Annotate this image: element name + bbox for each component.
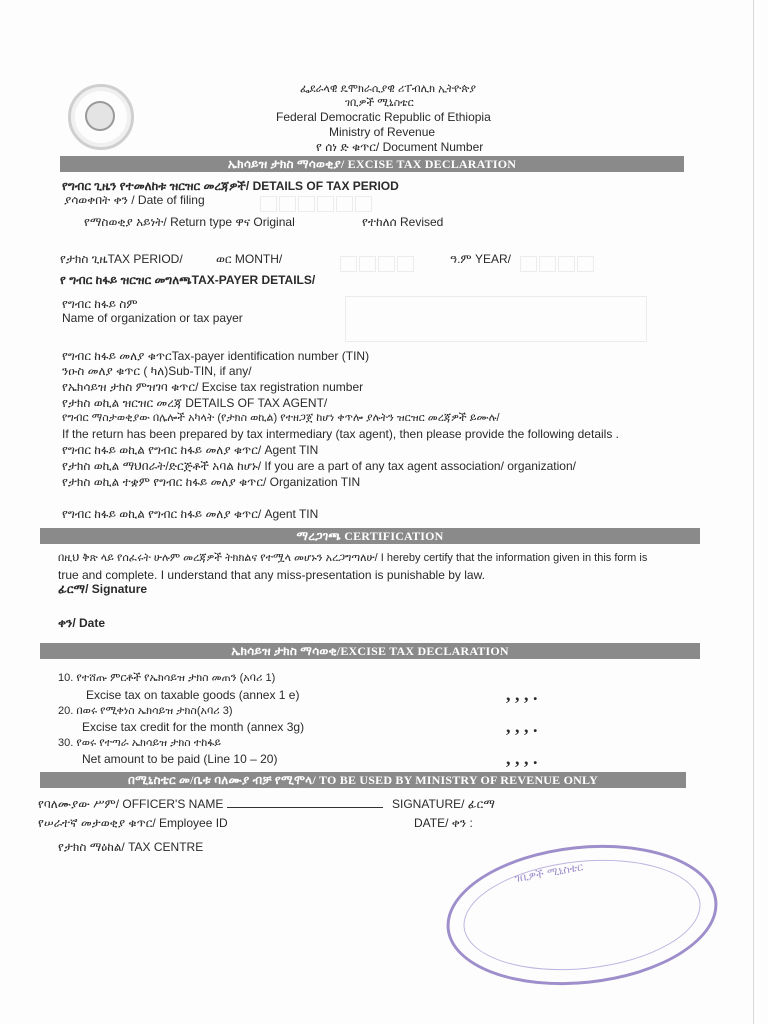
year-label: ዓ.ም YEAR/ (450, 252, 511, 266)
ethiopia-emblem-seal (68, 84, 134, 150)
organization-tin-label: የታክስ ወኪል ተቋም የግብር ከፋይ መለያ ቁጥር/ Organization TIN (62, 475, 361, 489)
stamp-text: ገቢዎች ሚኒስቴር (513, 860, 585, 886)
agent-note-amharic: የግብር ማስታወቂያው በሌሎች አካላት (የታክስ ወኪል) የተዘጋጀ ከሆነ ቀጥሎ ያሉትን ዝርዝር መረጃዎች ይሙሉ/ (62, 412, 500, 424)
page-edge (753, 0, 754, 1024)
officer-signature-label: SIGNATURE/ ፊርማ (392, 797, 495, 811)
employee-id-label: የሠራተኛ መታወቂያ ቁጥር/ Employee ID (38, 816, 228, 830)
month-boxes (340, 256, 414, 272)
line-30-text: Net amount to be paid (Line 10 – 20) (82, 752, 278, 766)
tax-centre-label: የታክስ ማዕከል/ TAX CENTRE (58, 840, 204, 854)
agent-association-label: የታክስ ወኪል ማህበራት/ድርጅቶች አባል ከሆኑ/ If you are a part of any tax agent association/ organization/ (62, 459, 576, 473)
sub-tin-label: ንዑስ መለያ ቁጥር ( ካለ)Sub-TIN, if any/ (62, 364, 252, 378)
date-label: ቀን/ Date (58, 616, 106, 630)
agent-tin-label-2: የግብር ከፋይ ወኪል የግብር ከፋይ መለያ ቁጥር/ Agent TIN (62, 507, 319, 521)
line-10-amharic: 10. የተሸጡ ምርቶች የኤክሳይዝ ታክስ መጠን (አባሪ 1) (58, 672, 276, 684)
ministry-date-label: DATE/ ቀን : (414, 816, 473, 830)
year-boxes (520, 256, 594, 272)
excise-declaration-bar: ኤክሳይዝ ታክስ ማሳወቂያ/ EXCISE TAX DECLARATION (60, 156, 684, 172)
filing-date-boxes (260, 196, 372, 212)
excise-declaration-bar-2: ኤክሳይዝ ታክስ ማሳወቂ/EXCISE TAX DECLARATION (40, 643, 700, 659)
header-amharic-title: ፌደራላዊ ዴሞክራሲያዊ ሪፐብሊክ ኢትዮጵያ (300, 83, 477, 95)
excise-registration-label: የኤክሳይዝ ታክስ ምዝገባ ቁጥር/ Excise tax registration number (62, 380, 364, 394)
revised-label: የተከለሰ Revised (362, 215, 444, 229)
official-stamp (440, 832, 725, 998)
line-20-amount-separators: , , , . (506, 716, 538, 736)
date-of-filing-label: ያሳወቀበት ቀን / Date of filing (64, 193, 205, 207)
line-20-text: Excise tax credit for the month (annex 3g) (82, 720, 305, 734)
month-label: ወር MONTH/ (216, 252, 283, 266)
agent-tin-label: የግብር ከፋይ ወኪል የግብር ከፋይ መለያ ቁጥር/ Agent TIN (62, 443, 319, 457)
line-10-amount-separators: , , , . (506, 684, 538, 704)
taxpayer-name-label: Name of organization or tax payer (62, 311, 243, 325)
return-type-label: የማስወቂያ አይነት/ Return type ዋና Original (84, 215, 295, 229)
certification-line-1: በዚህ ቅጽ ላይ የሰፈሩት ሁሉም መረጃዎች ትክክልና የተሟላ መሆኑን አረጋግጣለሁ/ I hereby certify that the information given in this form is (58, 552, 648, 564)
taxpayer-name-amharic: የግብር ከፋይ ስም (62, 297, 138, 311)
certification-line-2: true and complete. I understand that any miss-presentation is punishable by law. (58, 568, 485, 582)
agent-details-heading: የታክስ ወኪል ዝርዝር መረጃ DETAILS OF TAX AGENT/ (62, 396, 328, 410)
signature-label: ፊርማ/ Signature (58, 582, 148, 596)
taxpayer-heading: የ ግብር ከፋይ ዝርዝር መግለጫTAX-PAYER DETAILS/ (60, 273, 316, 287)
ministry-only-bar: በሚኒስቴር መ/ቤቱ ባለሙያ ብቻ የሚሞላ/ TO BE USED BY MINISTRY OF REVENUE ONLY (40, 772, 686, 788)
tax-period-heading: የግብር ጊዜን የተመለከቱ ዝርዝር መረጃዎች/ DETAILS OF TAX PERIOD (62, 179, 399, 193)
header-ministry: Ministry of Revenue (329, 125, 436, 139)
tin-label: የግብር ከፋይ መለያ ቁጥርTax-payer identification number (TIN) (62, 349, 370, 363)
emblem-star-icon (85, 101, 115, 131)
line-30-amharic: 30. የወሩ የተጣራ ኤክሳይዝ ታክስ ተከፋይ (58, 737, 222, 749)
line-30-amount-separators: , , , . (506, 748, 538, 768)
header-amharic-ministry: ገቢዎች ሚኒስቴር (345, 97, 414, 109)
line-10-text: Excise tax on taxable goods (annex 1 e) (86, 688, 300, 702)
header-federal-title: Federal Democratic Republic of Ethiopia (276, 110, 491, 124)
name-field-box (345, 296, 647, 342)
line-20-amharic: 20. በወሩ የሚቀነስ ኤክሳይዝ ታክስ(አባሪ 3) (58, 705, 233, 717)
agent-note: If the return has been prepared by tax intermediary (tax agent), then please provide the following details . (62, 427, 619, 441)
officer-name-label: የባለሙያው ሥም/ OFFICER'S NAME (38, 797, 387, 812)
officer-name-line (227, 797, 383, 808)
certification-bar: ማረጋገጫ CERTIFICATION (40, 528, 700, 544)
tax-period-label: የታክስ ጊዜTAX PERIOD/ (60, 252, 183, 266)
header-document-number: የ ሰነ ድ ቁጥር/ Document Number (316, 140, 484, 154)
